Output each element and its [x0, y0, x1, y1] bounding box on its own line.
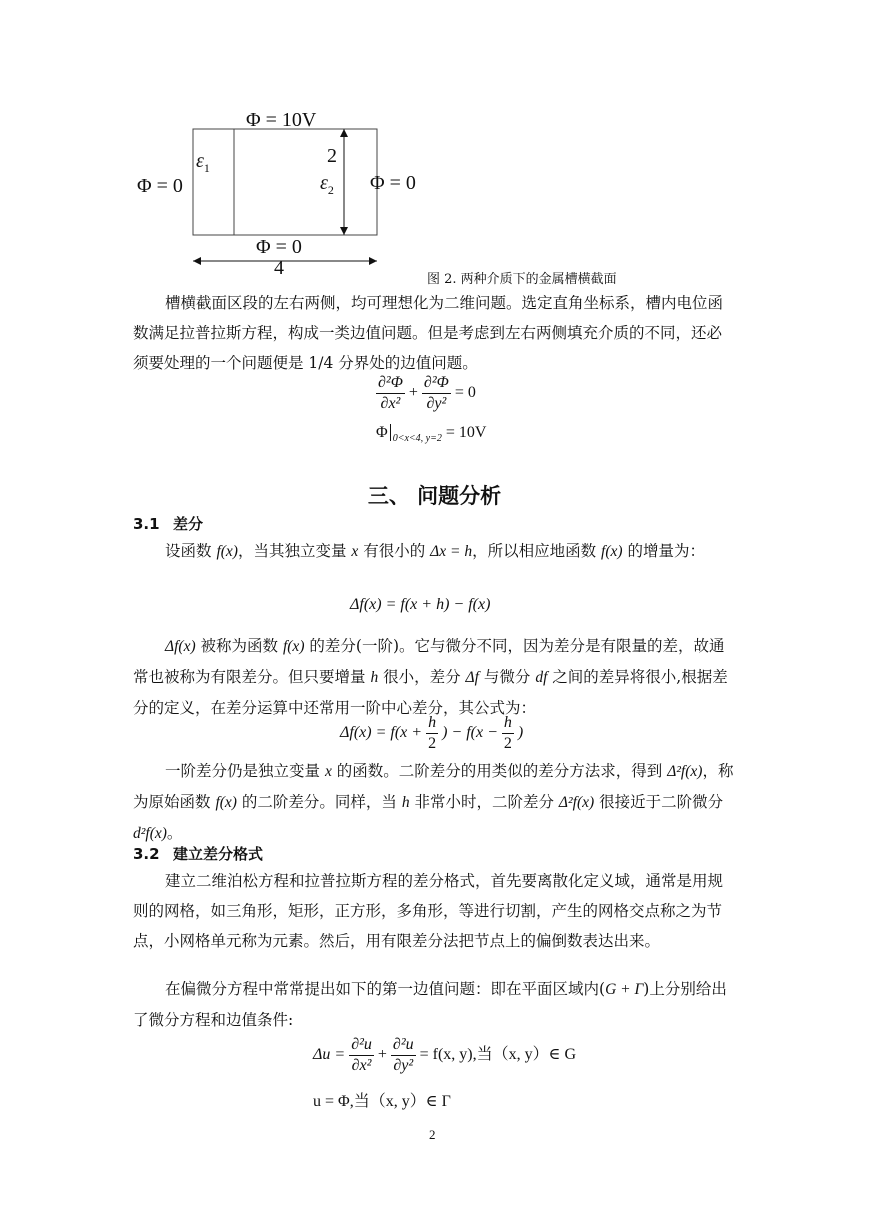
intro-paragraph: 槽横截面区段的左右两侧，均可理想化为二维问题。选定直角坐标系，槽内电位函数满足拉普拉斯方程，构成一类边值问题。但是考虑到左右两侧填充介质的不同，还必须要处理的一个问题便是 1/4 分界处的边值问题。	[133, 294, 724, 372]
width-label: 4	[274, 257, 284, 279]
central-difference-equation: Δf(x) = f(x + $\frac{h}{2}$ ) − f(x − $\frac{h}{2}$ )	[340, 714, 524, 752]
figure-bottom-label: Φ = 0	[256, 236, 302, 258]
section-title: 三、 问题分析	[367, 484, 502, 508]
page-number: 2	[429, 1127, 436, 1142]
height-label: 2	[327, 145, 337, 167]
poisson-equation: Δu = $\frac{\text{∂²u}}{\text{∂x²}}$ + $\frac{\text{∂²u}}{\text{∂y²}}$ = f(x, y),当（x, y）∈ G	[313, 1036, 577, 1074]
slot-outline	[193, 129, 377, 235]
finite-difference-paragraph: Δf(x) 被称为函数 f(x) 的差分(一阶)。它与微分不同，因为差分是有限量的差，故通常也被称为有限差分。但只要增量 h 很小，差分 Δf 与微分 df 之间的差异将很小,根据差分的定义，在差分运算中还常用一阶中心差分，其公式为：	[133, 637, 728, 717]
subsection-3-1-heading: 3.1 差分	[133, 515, 204, 533]
subsection-3-2-heading: 3.2 建立差分格式	[133, 845, 264, 863]
forward-difference-equation: Δf(x) = f(x + h) − f(x)	[350, 596, 491, 613]
figure-top-label: Φ = 10V	[246, 109, 317, 131]
epsilon2-label: $\varepsilon_2$	[320, 172, 334, 197]
laplace-equation: $\frac{\text{∂²Φ}}{\text{∂x²}}$ + $\frac{\text{∂²Φ}}{\text{∂y²}}$ = 0	[378, 374, 476, 412]
difference-definition-paragraph: 设函数 f(x)，当其独立变量 x 有很小的 Δx = h，所以相应地函数 f(x) 的增量为：	[165, 542, 705, 560]
dirichlet-condition: u = Φ,当（x, y）∈ Γ	[313, 1093, 451, 1110]
difference-scheme-paragraph: 建立二维泊松方程和拉普拉斯方程的差分格式，首先要离散化定义域，通常是用规则的网格，如三角形，矩形，正方形，多角形，等进行切割，产生的网格交点称之为节点，小网格单元称为元素。然后，用有限差分法把节点上的偏倒数表达出来。	[133, 872, 724, 950]
boundary-condition-equation: Φ $_{0<x<4, y=2}$ = 10V	[376, 424, 487, 445]
figure-caption: 图 2. 两种介质下的金属槽横截面	[427, 272, 617, 287]
epsilon1-label: $\varepsilon_1$	[196, 150, 210, 175]
figure-left-label: Φ = 0	[137, 175, 183, 197]
second-order-difference-paragraph: 一阶差分仍是独立变量 x 的函数。二阶差分的用类似的差分方法求，得到 Δ²f(x)，称为原始函数 f(x) 的二阶差分。同样，当 h 非常小时，二阶差分 Δ²f(x) 很接近于二阶微分 d²f(x)。	[133, 762, 734, 842]
figure-right-label: Φ = 0	[370, 172, 416, 194]
boundary-problem-paragraph: 在偏微分方程中常常提出如下的第一边值问题：即在平面区域内(G + Γ)上分别给出了微分方程和边值条件:	[133, 980, 727, 1029]
